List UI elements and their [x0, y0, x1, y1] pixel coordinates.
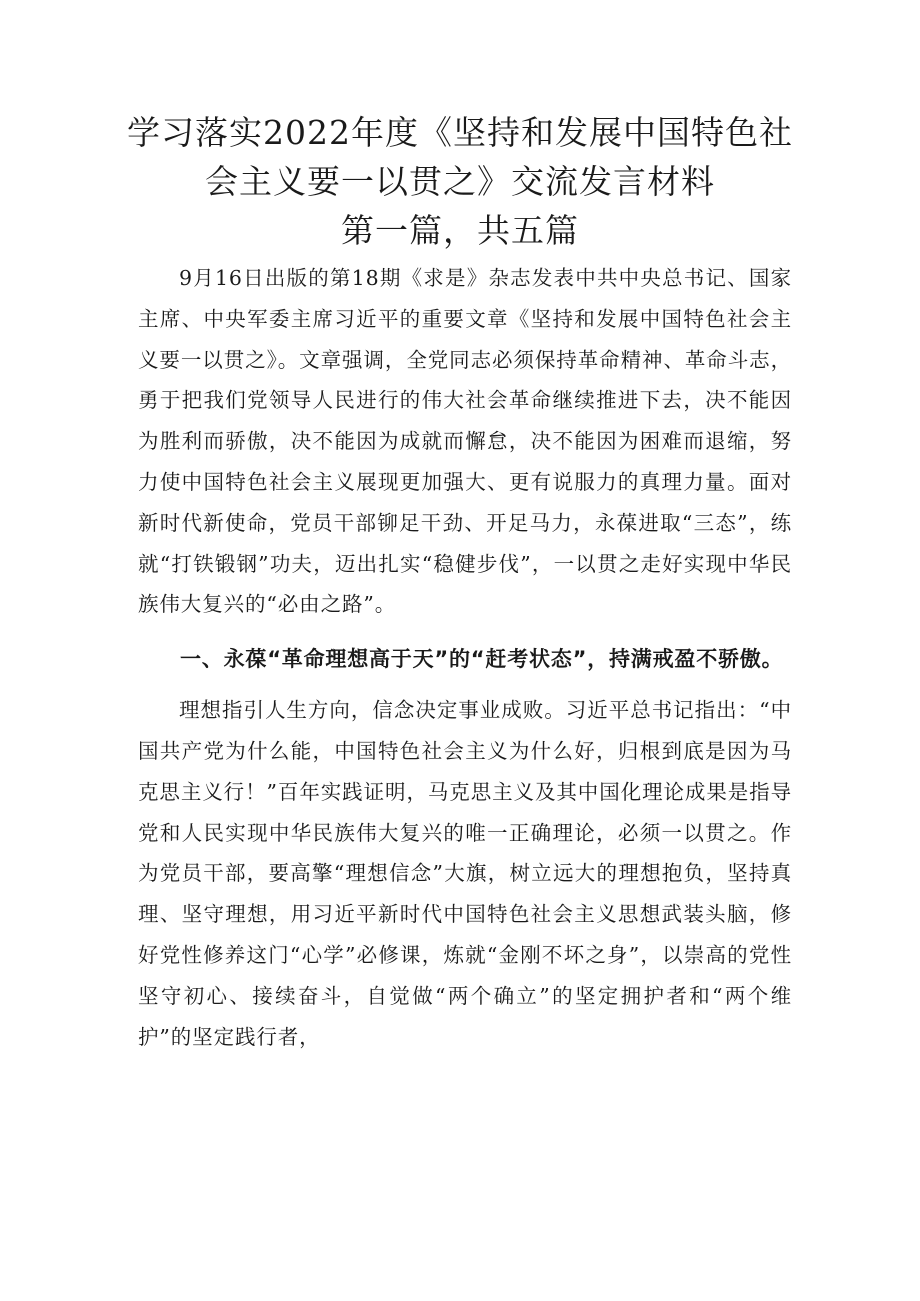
document-body: [138, 258, 792, 1057]
section-paragraph: 理想指引人生方向，信念决定事业成败。习近平总书记指出：“中国共产党为什么能，中国特色社会主义为什么好，归根到底是因为马克思主义行！”百年实践证明，马克思主义及其中国化理论成果是指导党和人民实现中华民族伟大复兴的唯一正确理论，必须一以贯之。作为党员干部，要高擎“理想信念”大旗，树立远大的理想抱负，坚持真理、坚守理想，用习近平新时代中国特色社会主义思想武装头脑，修好党性修养这门“心学”必修课，炼就“金刚不坏之身”，以崇高的党性坚守初心、接续奋斗，自觉做“两个确立”的坚定拥护者和“两个维护”的坚定践行者，: [138, 698, 792, 1049]
title-line-3: 第一篇，共五篇: [341, 211, 579, 250]
title-line-1: 学习落实2022年度《坚持和发展中国特色社: [127, 113, 793, 152]
title-line-2: 会主义要一以贯之》交流发言材料: [205, 162, 715, 201]
intro-paragraph: 9月16日出版的第18期《求是》杂志发表中共中央总书记、国家主席、中央军委主席习近平的重要文章《坚持和发展中国特色社会主义要一以贯之》。文章强调，全党同志必须保持革命精神、革命斗志，勇于把我们党领导人民进行的伟大社会革命继续推进下去，决不能因为胜利而骄傲，决不能因为成就而懈怠，决不能因为困难而退缩，努力使中国特色社会主义展现更加强大、更有说服力的真理力量。面对新时代新使命，党员干部铆足干劲、开足马力，永葆进取“三态”，练就“打铁锻钢”功夫，迈出扎实“稳健步伐”，一以贯之走好实现中华民族伟大复兴的“必由之路”。: [138, 266, 792, 617]
document-title: [100, 108, 820, 255]
section-heading: 一、永葆“革命理想高于天”的“赶考状态”，持满戒盈不骄傲。: [180, 647, 784, 672]
